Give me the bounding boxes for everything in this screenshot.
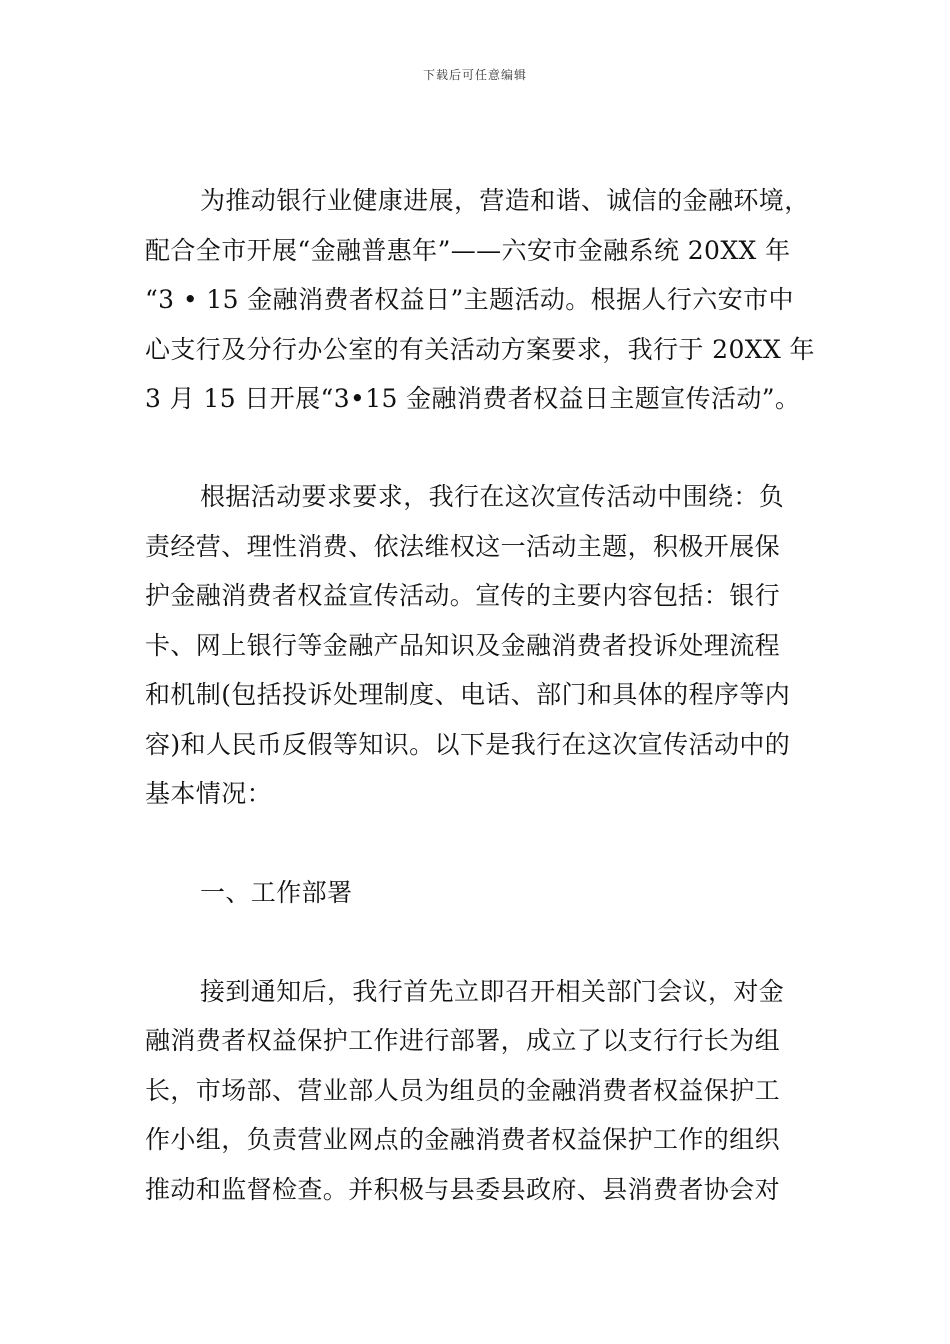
paragraph-2-line-6: 容)和人民币反假等知识。以下是我行在这次宣传活动中的 <box>145 730 791 759</box>
paragraph-1-line-5: 3 月 15 日开展“3•15 金融消费者权益日主题宣传活动”。 <box>145 384 801 413</box>
paragraph-1-line-1: 为推动银行业健康进展，营造和谐、诚信的金融环境， <box>200 186 810 215</box>
paragraph-2-line-2: 责经营、理性消费、依法维权这一活动主题，积极开展保 <box>145 532 781 561</box>
paragraph-3-line-2: 融消费者权益保护工作进行部署，成立了以支行行长为组 <box>145 1026 781 1055</box>
header-note: 下载后可任意编辑 <box>422 68 527 82</box>
paragraph-1-line-3: “3 • 15 金融消费者权益日”主题活动。根据人行六安市中 <box>145 285 794 314</box>
section-heading: 一、工作部署 <box>200 878 353 907</box>
paragraph-1-line-4: 心支行及分行办公室的有关活动方案要求，我行于 20XX 年 <box>145 335 815 364</box>
paragraph-3-line-5: 推动和监督检查。并积极与县委县政府、县消费者协会对 <box>145 1175 781 1204</box>
paragraph-3-line-3: 长，市场部、营业部人员为组员的金融消费者权益保护工 <box>145 1076 781 1105</box>
paragraph-3-line-1: 接到通知后，我行首先立即召开相关部门会议，对金 <box>200 977 785 1006</box>
paragraph-1-line-2: 配合全市开展“金融普惠年”——六安市金融系统 20XX 年 <box>145 236 791 265</box>
paragraph-2-line-1: 根据活动要求要求，我行在这次宣传活动中围绕：负 <box>200 482 785 511</box>
paragraph-2-line-3: 护金融消费者权益宣传活动。宣传的主要内容包括：银行 <box>145 581 781 610</box>
paragraph-2-line-5: 和机制(包括投诉处理制度、电话、部门和具体的程序等内 <box>145 680 791 709</box>
paragraph-2-line-7: 基本情况： <box>145 779 273 808</box>
paragraph-2-line-4: 卡、网上银行等金融产品知识及金融消费者投诉处理流程 <box>145 631 781 660</box>
paragraph-3-line-4: 作小组，负责营业网点的金融消费者权益保护工作的组织 <box>145 1125 781 1154</box>
